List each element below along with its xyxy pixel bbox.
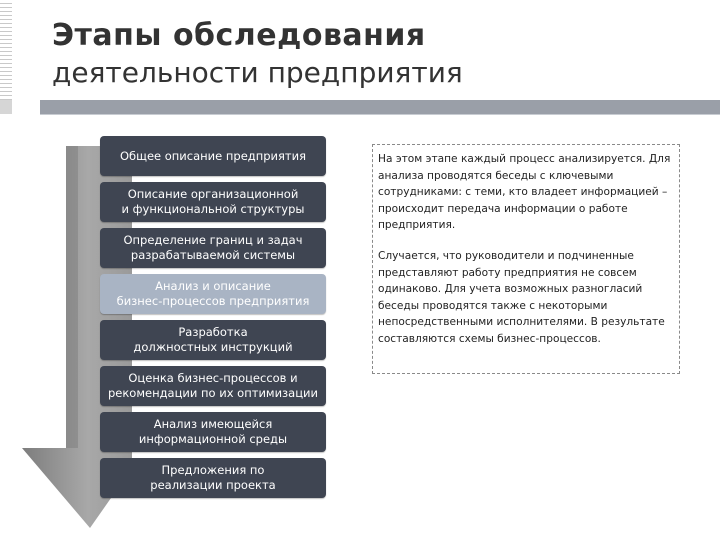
stage-label: Анализ и описание бизнес-процессов предприятия: [116, 279, 310, 308]
stage-label: Анализ имеющейся информационной среды: [138, 417, 288, 446]
stage-box-3: [100, 228, 326, 268]
stage-label: Определение границ и задач разрабатываемой системы: [123, 233, 303, 262]
stage-box-2: [100, 182, 326, 222]
description-paragraph-1: На этом этапе каждый процесс анализируется. Для анализа проводятся беседы с ключевыми сотрудниками: с теми, кто владеет информацией – происходит передача информации о работе предприятия.: [378, 153, 671, 232]
stage-box-7: [100, 412, 326, 452]
slide-title-regular: деятельности предприятия: [52, 56, 463, 89]
stage-description-box: [372, 144, 680, 374]
stage-box-6: [100, 366, 326, 406]
stage-box-8: [100, 458, 326, 498]
stage-label: Общее описание предприятия: [119, 148, 307, 163]
stage-label: Описание организационной и функциональной структуры: [121, 187, 305, 216]
stage-label: Оценка бизнес-процессов и рекомендации по их оптимизации: [107, 371, 318, 400]
slide-title-bold: Этапы обследования: [52, 18, 426, 53]
down-arrow-shadow: [66, 146, 78, 448]
stage-label: Разработка должностных инструкций: [133, 325, 293, 354]
stage-box-5: [100, 320, 326, 360]
stage-box-1: [100, 136, 326, 176]
stage-label: Предложения по реализации проекта: [150, 463, 276, 492]
stage-box-4: [100, 274, 326, 314]
description-paragraph-2: Случается, что руководители и подчиненные представляют работу предприятия не совсем одинаково. Для учета возможных разногласий беседы проводятся также с некоторыми непосредственными исполнителями. В результате составляются схемы бизнес-процессов.: [378, 249, 665, 345]
